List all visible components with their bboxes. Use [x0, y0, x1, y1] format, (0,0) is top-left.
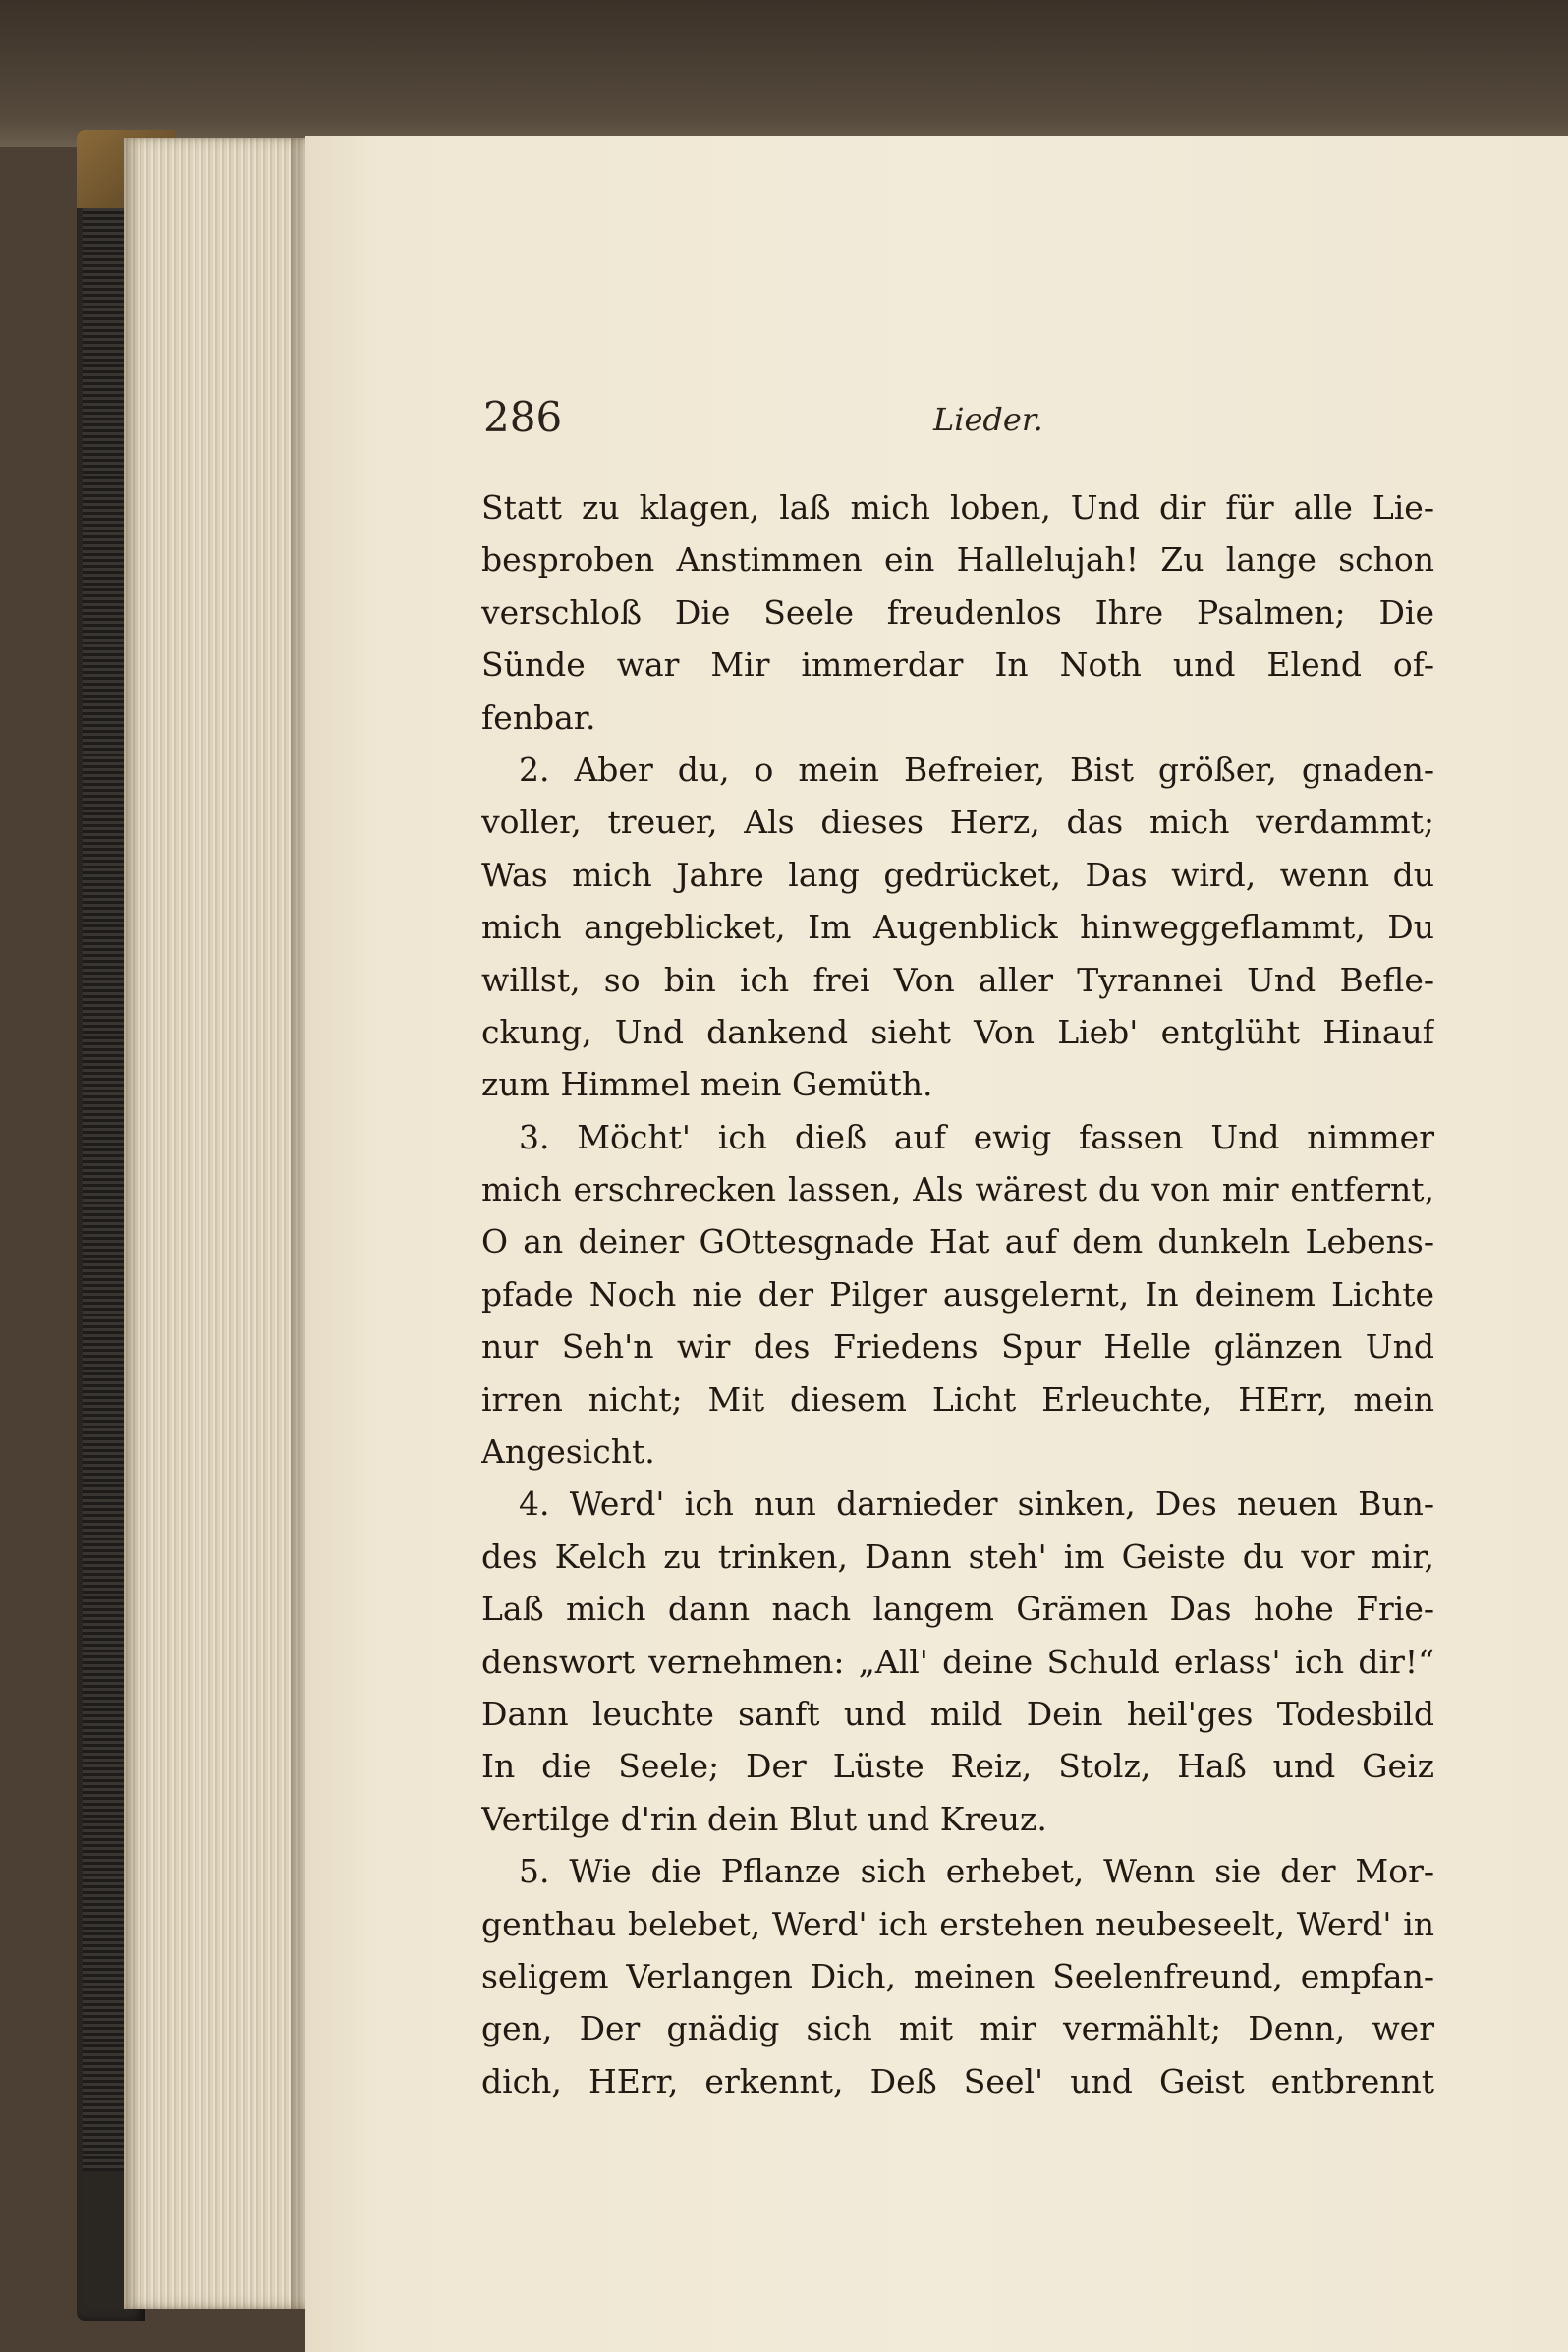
text-line: 5. Wie die Pflanze sich erhebet, Wenn sie der Mor- [519, 1852, 1434, 1891]
text-line: seligem Verlangen Dich, meinen Seelenfreund, empfan- [481, 1956, 1434, 1995]
page-edges [124, 138, 310, 2309]
text-line: voller, treuer, Als dieses Herz, das mich verdammt; [481, 803, 1434, 842]
text-line: In die Seele; Der Lüste Reiz, Stolz, Haß und Geiz [481, 1747, 1434, 1786]
page-number: 286 [483, 393, 563, 441]
text-line: zum Himmel mein Gemüth. [481, 1065, 933, 1104]
text-line: fenbar. [481, 698, 596, 737]
text-line: willst, so bin ich frei Von aller Tyrannei Und Befle- [481, 960, 1434, 999]
text-line: gen, Der gnädig sich mit mir vermählt; Denn, wer [481, 2009, 1434, 2048]
text-line: nur Seh'n wir des Friedens Spur Helle glänzen Und [481, 1327, 1434, 1367]
text-line: mich angeblicket, Im Augenblick hinweggeflammt, Du [481, 908, 1434, 947]
text-line: dich, HErr, erkennt, Deß Seel' und Geist entbrennt [481, 2061, 1434, 2100]
text-line: genthau belebet, Werd' ich erstehen neubeseelt, Werd' in [481, 1904, 1434, 1943]
text-line: 4. Werd' ich nun darnieder sinken, Des neuen Bun- [519, 1484, 1434, 1524]
text-line: Sünde war Mir immerdar In Noth und Elend of- [481, 645, 1434, 685]
text-line: Dann leuchte sanft und mild Dein heil'ges Todesbild [481, 1694, 1434, 1733]
page-header [305, 393, 1568, 452]
text-line: 3. Möcht' ich dieß auf ewig fassen Und nimmer [519, 1117, 1434, 1156]
text-line: O an deiner GOttesgnade Hat auf dem dunkeln Lebens- [481, 1222, 1434, 1261]
text-line: verschloß Die Seele freudenlos Ihre Psalmen; Die [481, 592, 1434, 632]
text-line: pfade Noch nie der Pilger ausgelernt, In deinem Lichte [481, 1274, 1434, 1314]
text-line: Was mich Jahre lang gedrücket, Das wird, wenn du [481, 855, 1434, 894]
text-line: irren nicht; Mit diesem Licht Erleuchte, HErr, mein [481, 1379, 1434, 1419]
text-line: des Kelch zu trinken, Dann steh' im Geiste du vor mir, [481, 1537, 1434, 1576]
text-line: Statt zu klagen, laß mich loben, Und dir für alle Lie- [481, 488, 1434, 527]
background-top [0, 0, 1568, 147]
text-line: Angesicht. [481, 1432, 655, 1472]
text-line: Vertilge d'rin dein Blut und Kreuz. [481, 1799, 1047, 1838]
running-title: Lieder. [933, 401, 1043, 438]
text-line: ckung, Und dankend sieht Von Lieb' entglüht Hinauf [481, 1012, 1434, 1051]
body-text [481, 481, 1434, 2107]
text-line: Laß mich dann nach langem Grämen Das hohe Frie- [481, 1590, 1434, 1629]
text-line: mich erschrecken lassen, Als wärest du von mir entfernt, [481, 1170, 1434, 1209]
book-page [305, 136, 1568, 2352]
text-line: besproben Anstimmen ein Hallelujah! Zu lange schon [481, 540, 1434, 580]
text-line: denswort vernehmen: „All' deine Schuld erlass' ich dir!“ [481, 1642, 1434, 1681]
text-line: 2. Aber du, o mein Befreier, Bist größer, gnaden- [519, 750, 1434, 789]
